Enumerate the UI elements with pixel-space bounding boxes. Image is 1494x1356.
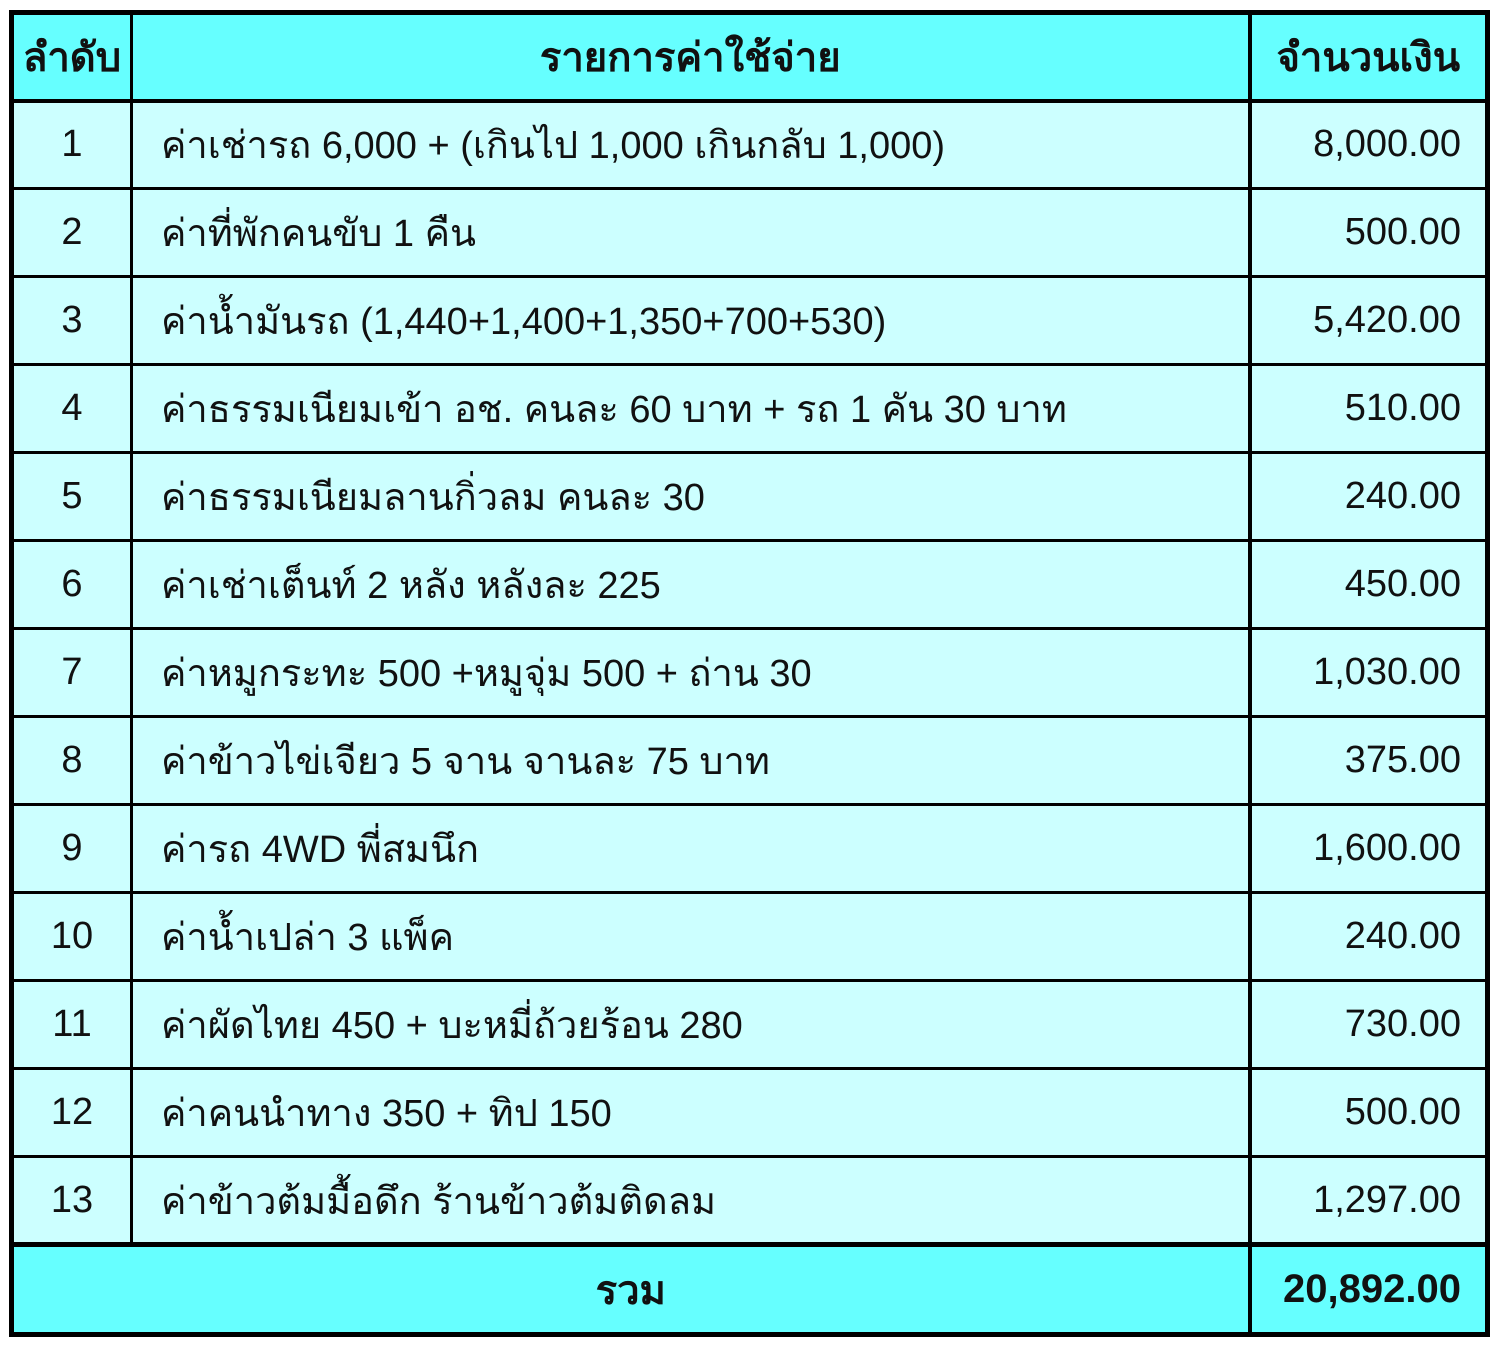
row-amount: 1,600.00 <box>1250 805 1488 893</box>
row-item: ค่าเช่ารถ 6,000 + (เกินไป 1,000 เกินกลับ 1,000) <box>132 101 1250 189</box>
row-item: ค่าธรรมเนียมลานกิ่วลม คนละ 30 <box>132 453 1250 541</box>
table-row <box>12 717 1488 805</box>
row-item: ค่าข้าวต้มมื้อดึก ร้านข้าวต้มติดลม <box>132 1157 1250 1245</box>
table-row <box>12 277 1488 365</box>
row-amount: 500.00 <box>1250 189 1488 277</box>
expense-table <box>9 10 1490 1337</box>
total-amount: 20,892.00 <box>1250 1245 1488 1335</box>
row-amount: 500.00 <box>1250 1069 1488 1157</box>
row-amount: 8,000.00 <box>1250 101 1488 189</box>
table-row <box>12 365 1488 453</box>
table-row <box>12 893 1488 981</box>
row-number: 6 <box>12 541 132 629</box>
row-item: ค่าเช่าเต็นท์ 2 หลัง หลังละ 225 <box>132 541 1250 629</box>
row-amount: 450.00 <box>1250 541 1488 629</box>
row-number: 2 <box>12 189 132 277</box>
table-row <box>12 453 1488 541</box>
row-item: ค่ารถ 4WD พี่สมนึก <box>132 805 1250 893</box>
row-item: ค่าข้าวไข่เจียว 5 จาน จานละ 75 บาท <box>132 717 1250 805</box>
header-amount: จำนวนเงิน <box>1250 13 1488 101</box>
table-row <box>12 981 1488 1069</box>
row-item: ค่าหมูกระทะ 500 +หมูจุ่ม 500 + ถ่าน 30 <box>132 629 1250 717</box>
header-item: รายการค่าใช้จ่าย <box>132 13 1250 101</box>
table-row <box>12 1157 1488 1245</box>
row-number: 1 <box>12 101 132 189</box>
row-number: 5 <box>12 453 132 541</box>
row-number: 10 <box>12 893 132 981</box>
row-item: ค่าธรรมเนียมเข้า อช. คนละ 60 บาท + รถ 1 คัน 30 บาท <box>132 365 1250 453</box>
row-amount: 1,030.00 <box>1250 629 1488 717</box>
row-amount: 1,297.00 <box>1250 1157 1488 1245</box>
table-row <box>12 541 1488 629</box>
table-row <box>12 1069 1488 1157</box>
row-amount: 5,420.00 <box>1250 277 1488 365</box>
row-amount: 510.00 <box>1250 365 1488 453</box>
row-item: ค่าคนนำทาง 350 + ทิป 150 <box>132 1069 1250 1157</box>
table-row <box>12 189 1488 277</box>
row-amount: 730.00 <box>1250 981 1488 1069</box>
row-amount: 240.00 <box>1250 453 1488 541</box>
row-amount: 375.00 <box>1250 717 1488 805</box>
row-item: ค่าที่พักคนขับ 1 คืน <box>132 189 1250 277</box>
total-label: รวม <box>12 1245 1250 1335</box>
table-header-row <box>12 13 1488 101</box>
table-row <box>12 805 1488 893</box>
row-number: 4 <box>12 365 132 453</box>
table-row <box>12 101 1488 189</box>
row-number: 7 <box>12 629 132 717</box>
row-number: 3 <box>12 277 132 365</box>
row-item: ค่าผัดไทย 450 + บะหมี่ถ้วยร้อน 280 <box>132 981 1250 1069</box>
row-number: 8 <box>12 717 132 805</box>
row-item: ค่าน้ำเปล่า 3 แพ็ค <box>132 893 1250 981</box>
table-total-row <box>12 1245 1488 1335</box>
row-number: 12 <box>12 1069 132 1157</box>
row-number: 13 <box>12 1157 132 1245</box>
header-no: ลำดับ <box>12 13 132 101</box>
table-row <box>12 629 1488 717</box>
row-number: 9 <box>12 805 132 893</box>
row-item: ค่าน้ำมันรถ (1,440+1,400+1,350+700+530) <box>132 277 1250 365</box>
row-number: 11 <box>12 981 132 1069</box>
row-amount: 240.00 <box>1250 893 1488 981</box>
